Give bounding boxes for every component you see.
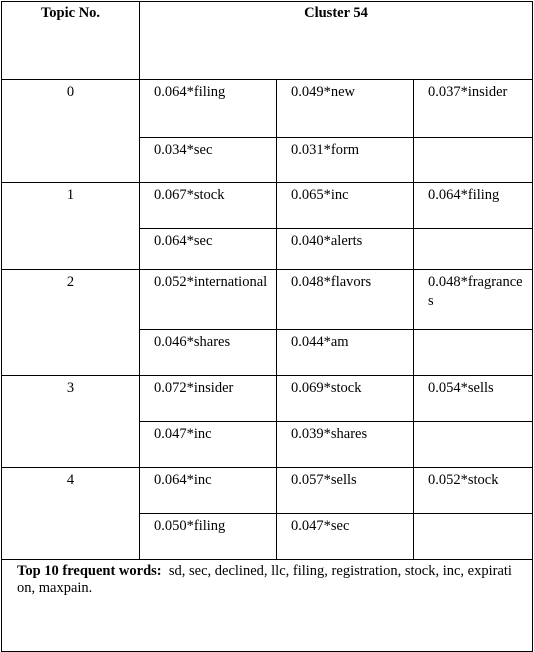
topic-number: 3: [66, 380, 75, 396]
topic-number-cell: [2, 468, 140, 560]
word-weight: 0.069*stock: [291, 380, 362, 396]
header-row: [2, 2, 533, 80]
word-cell: [140, 376, 277, 422]
topic-number-cell: [2, 80, 140, 183]
frequent-words: [2, 560, 532, 597]
word-cell: [414, 330, 533, 376]
word-weight: 0.048*fragrances: [428, 274, 523, 309]
word-weight: 0.047*sec: [291, 518, 350, 534]
topic-number-cell: [2, 270, 140, 376]
word-cell: [140, 468, 277, 514]
word-cell: [277, 270, 414, 330]
word-weight: 0.046*shares: [154, 334, 231, 350]
word-weight: 0.047*inc: [154, 426, 212, 442]
word-cell: [140, 80, 277, 138]
word-weight: [414, 330, 532, 333]
footer-row: [2, 560, 533, 652]
word-weight: 0.034*sec: [154, 142, 213, 158]
word-cell: [414, 183, 533, 229]
frequent-words-label: Top 10 frequent words:: [17, 563, 162, 579]
word-cell: [414, 80, 533, 138]
topic-row-2: [2, 270, 533, 330]
word-cell: [414, 376, 533, 422]
topic-number-cell: [2, 376, 140, 468]
word-cell: [140, 183, 277, 229]
word-cell: [277, 229, 414, 270]
word-weight: 0.064*inc: [154, 472, 212, 488]
word-cell: [140, 229, 277, 270]
word-cell: [277, 422, 414, 468]
word-weight: [414, 138, 532, 141]
word-cell: [140, 514, 277, 560]
word-weight: [414, 514, 532, 517]
word-cell: [277, 138, 414, 183]
topic-table: [1, 1, 533, 652]
word-weight: 0.037*insider: [428, 84, 508, 100]
word-cell: [277, 330, 414, 376]
word-cell: [277, 80, 414, 138]
topic-row-3: [2, 376, 533, 422]
word-weight: 0.039*shares: [291, 426, 368, 442]
word-cell: [140, 330, 277, 376]
word-cell: [414, 422, 533, 468]
word-weight: 0.052*international: [154, 274, 268, 290]
word-cell: [414, 138, 533, 183]
word-cell: [140, 270, 277, 330]
word-cell: [414, 270, 533, 330]
word-cell: [140, 138, 277, 183]
word-weight: 0.072*insider: [154, 380, 234, 396]
word-weight: 0.057*sells: [291, 472, 357, 488]
word-weight: 0.040*alerts: [291, 233, 363, 249]
word-weight: 0.050*filing: [154, 518, 226, 534]
word-cell: [414, 514, 533, 560]
word-weight: 0.065*inc: [291, 187, 349, 203]
topic-number: 1: [66, 187, 75, 203]
frequent-words-list: sd, sec, declined, llc, filing, registration, stock, inc, expiration, maxpain.: [17, 563, 512, 596]
word-cell: [277, 376, 414, 422]
topic-row-0: [2, 80, 533, 138]
word-weight: 0.064*filing: [154, 84, 226, 100]
word-weight: 0.064*sec: [154, 233, 213, 249]
word-cell: [414, 229, 533, 270]
topic-row-1: [2, 183, 533, 229]
topic-number: 4: [66, 472, 75, 488]
word-weight: [414, 422, 532, 425]
topic-number: 2: [66, 274, 75, 290]
footer-cell: [2, 560, 533, 652]
topic-number-cell: [2, 183, 140, 270]
topic-number: 0: [66, 84, 75, 100]
word-weight: 0.049*new: [291, 84, 356, 100]
header-topic-label: Topic No.: [40, 5, 101, 21]
topic-row-4: [2, 468, 533, 514]
header-cluster-cell: [140, 2, 533, 80]
word-cell: [140, 422, 277, 468]
word-cell: [277, 514, 414, 560]
header-cluster-label: Cluster 54: [304, 5, 368, 21]
word-weight: [414, 229, 532, 232]
word-weight: 0.044*am: [291, 334, 349, 350]
word-weight: 0.031*form: [291, 142, 360, 158]
word-cell: [277, 183, 414, 229]
word-cell: [277, 468, 414, 514]
word-weight: 0.064*filing: [428, 187, 500, 203]
word-cell: [414, 468, 533, 514]
word-weight: 0.052*stock: [428, 472, 499, 488]
header-topic-cell: [2, 2, 140, 80]
word-weight: 0.054*sells: [428, 380, 494, 396]
word-weight: 0.067*stock: [154, 187, 225, 203]
word-weight: 0.048*flavors: [291, 274, 372, 290]
